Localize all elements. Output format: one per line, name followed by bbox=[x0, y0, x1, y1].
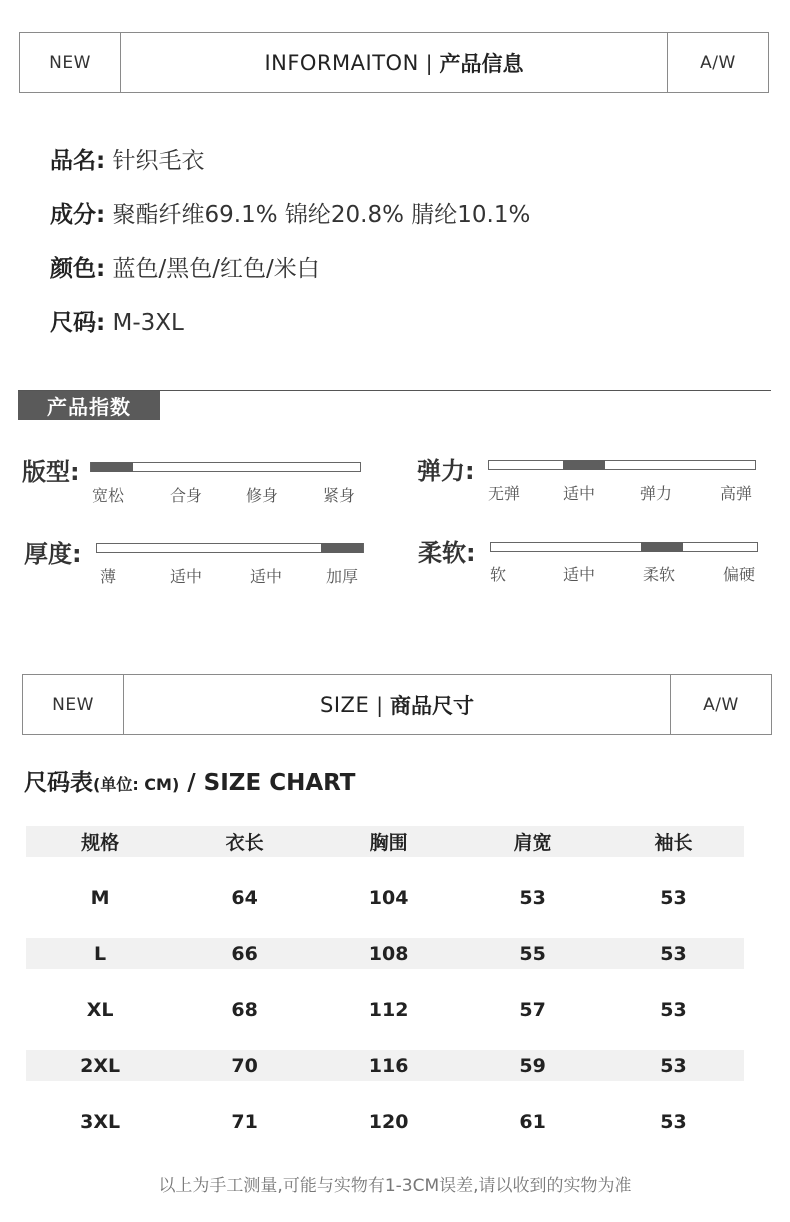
metric-fill-fit bbox=[91, 462, 133, 472]
scale-label: 宽松 bbox=[92, 486, 125, 505]
table-spacer bbox=[26, 1081, 744, 1106]
table-row bbox=[26, 882, 744, 913]
metric-label-fit: 版型: bbox=[22, 458, 80, 486]
table-spacer bbox=[26, 857, 744, 882]
measurement-note: 以上为手工测量,可能与实物有1-3CM误差,请以收到的实物为准 bbox=[158, 1176, 632, 1196]
info-header-title bbox=[121, 33, 667, 92]
column-header: 袖长 bbox=[603, 826, 744, 857]
info-key: 颜色: bbox=[50, 256, 106, 282]
info-row-material bbox=[50, 196, 530, 229]
info-value: 针织毛衣 bbox=[112, 148, 205, 174]
metric-track-elasticity bbox=[488, 460, 756, 470]
table-row bbox=[26, 1106, 744, 1137]
scale-label: 弹力 bbox=[640, 484, 673, 503]
table-cell: 108 bbox=[315, 938, 462, 969]
metric-fill-softness bbox=[641, 542, 683, 552]
table-cell: 104 bbox=[368, 886, 409, 909]
scale-label: 无弹 bbox=[488, 484, 521, 503]
size-header-bar bbox=[22, 674, 772, 735]
table-spacer bbox=[26, 913, 744, 938]
size-title-en: SIZE bbox=[320, 692, 370, 717]
scale-label: 合身 bbox=[170, 486, 203, 505]
title-separator: | bbox=[425, 50, 433, 75]
info-value: 蓝色/黑色/红色/米白 bbox=[112, 256, 320, 282]
table-cell: 55 bbox=[462, 938, 603, 969]
size-chart-title bbox=[24, 764, 356, 797]
table-cell: M bbox=[90, 886, 110, 909]
spacer-cell bbox=[26, 1081, 744, 1106]
metric-track-softness bbox=[490, 542, 758, 552]
column-header: 衣长 bbox=[174, 826, 315, 857]
table-spacer bbox=[26, 1025, 744, 1050]
spacer-cell bbox=[26, 857, 744, 882]
table-cell: 70 bbox=[174, 1050, 315, 1081]
column-header: 胸围 bbox=[315, 826, 462, 857]
scale-label: 修身 bbox=[246, 486, 279, 505]
table-cell: 57 bbox=[519, 998, 546, 1021]
index-section-tag: 产品指数 bbox=[18, 391, 160, 420]
scale-label: 适中 bbox=[563, 484, 596, 503]
table-row bbox=[26, 1050, 744, 1081]
info-key: 成分: bbox=[50, 202, 106, 228]
table-cell: 68 bbox=[231, 998, 258, 1021]
table-cell: 64 bbox=[231, 886, 258, 909]
table-header-row bbox=[26, 826, 744, 857]
spacer-cell bbox=[26, 913, 744, 938]
size-title-cn: 商品尺寸 bbox=[389, 693, 474, 718]
chart-title-en: / SIZE CHART bbox=[179, 770, 356, 796]
table-cell: 116 bbox=[315, 1050, 462, 1081]
season-label: A/W bbox=[670, 675, 771, 734]
scale-label: 适中 bbox=[563, 565, 596, 584]
table-cell: 66 bbox=[174, 938, 315, 969]
table-cell: 53 bbox=[660, 1110, 687, 1133]
table-cell: 120 bbox=[368, 1110, 409, 1133]
new-label: NEW bbox=[20, 33, 121, 92]
table-cell: 3XL bbox=[80, 1110, 121, 1133]
metric-label-elasticity: 弹力: bbox=[417, 457, 475, 485]
info-row-size bbox=[50, 304, 184, 337]
new-label: NEW bbox=[23, 675, 124, 734]
column-header: 规格 bbox=[26, 826, 174, 857]
chart-title-main: 尺码表 bbox=[24, 770, 93, 796]
table-row bbox=[26, 938, 744, 969]
scale-label: 适中 bbox=[250, 567, 283, 586]
scale-label: 软 bbox=[490, 565, 507, 584]
scale-label: 紧身 bbox=[323, 486, 356, 505]
info-value: M-3XL bbox=[112, 310, 184, 336]
scale-label: 适中 bbox=[170, 567, 203, 586]
table-cell: 53 bbox=[660, 886, 687, 909]
metric-fill-elasticity bbox=[563, 460, 605, 470]
metric-track-thickness bbox=[96, 543, 364, 553]
table-cell: 71 bbox=[231, 1110, 258, 1133]
info-row-name bbox=[50, 142, 205, 175]
info-value: 聚酯纤维69.1% 锦纶20.8% 腈纶10.1% bbox=[112, 202, 531, 228]
info-key: 尺码: bbox=[50, 310, 106, 336]
table-cell: XL bbox=[86, 998, 114, 1021]
scale-label: 高弹 bbox=[720, 484, 753, 503]
metric-track-fit bbox=[90, 462, 361, 472]
table-cell: 2XL bbox=[26, 1050, 174, 1081]
table-cell: 61 bbox=[519, 1110, 546, 1133]
spacer-cell bbox=[26, 1025, 744, 1050]
column-header: 肩宽 bbox=[462, 826, 603, 857]
season-label: A/W bbox=[667, 33, 768, 92]
scale-label: 加厚 bbox=[326, 567, 359, 586]
info-row-color bbox=[50, 250, 320, 283]
table-spacer bbox=[26, 969, 744, 994]
metric-label-softness: 柔软: bbox=[418, 539, 476, 567]
size-table bbox=[26, 826, 744, 1137]
table-cell: 53 bbox=[603, 938, 744, 969]
scale-label: 柔软 bbox=[643, 565, 676, 584]
title-separator: | bbox=[376, 692, 383, 717]
scale-label: 偏硬 bbox=[723, 565, 756, 584]
size-header-title bbox=[124, 675, 670, 734]
table-cell: L bbox=[26, 938, 174, 969]
table-cell: 112 bbox=[368, 998, 409, 1021]
metric-label-thickness: 厚度: bbox=[24, 540, 82, 568]
scale-label: 薄 bbox=[100, 567, 117, 586]
chart-title-unit: (单位: CM) bbox=[93, 775, 180, 794]
table-cell: 53 bbox=[603, 1050, 744, 1081]
info-title-en: INFORMAITON bbox=[264, 50, 419, 75]
info-key: 品名: bbox=[50, 148, 106, 174]
table-cell: 59 bbox=[462, 1050, 603, 1081]
table-row bbox=[26, 994, 744, 1025]
spacer-cell bbox=[26, 969, 744, 994]
table-cell: 53 bbox=[519, 886, 546, 909]
info-header-bar bbox=[19, 32, 769, 93]
info-title-cn: 产品信息 bbox=[439, 51, 524, 76]
metric-fill-thickness bbox=[321, 543, 363, 553]
table-cell: 53 bbox=[660, 998, 687, 1021]
